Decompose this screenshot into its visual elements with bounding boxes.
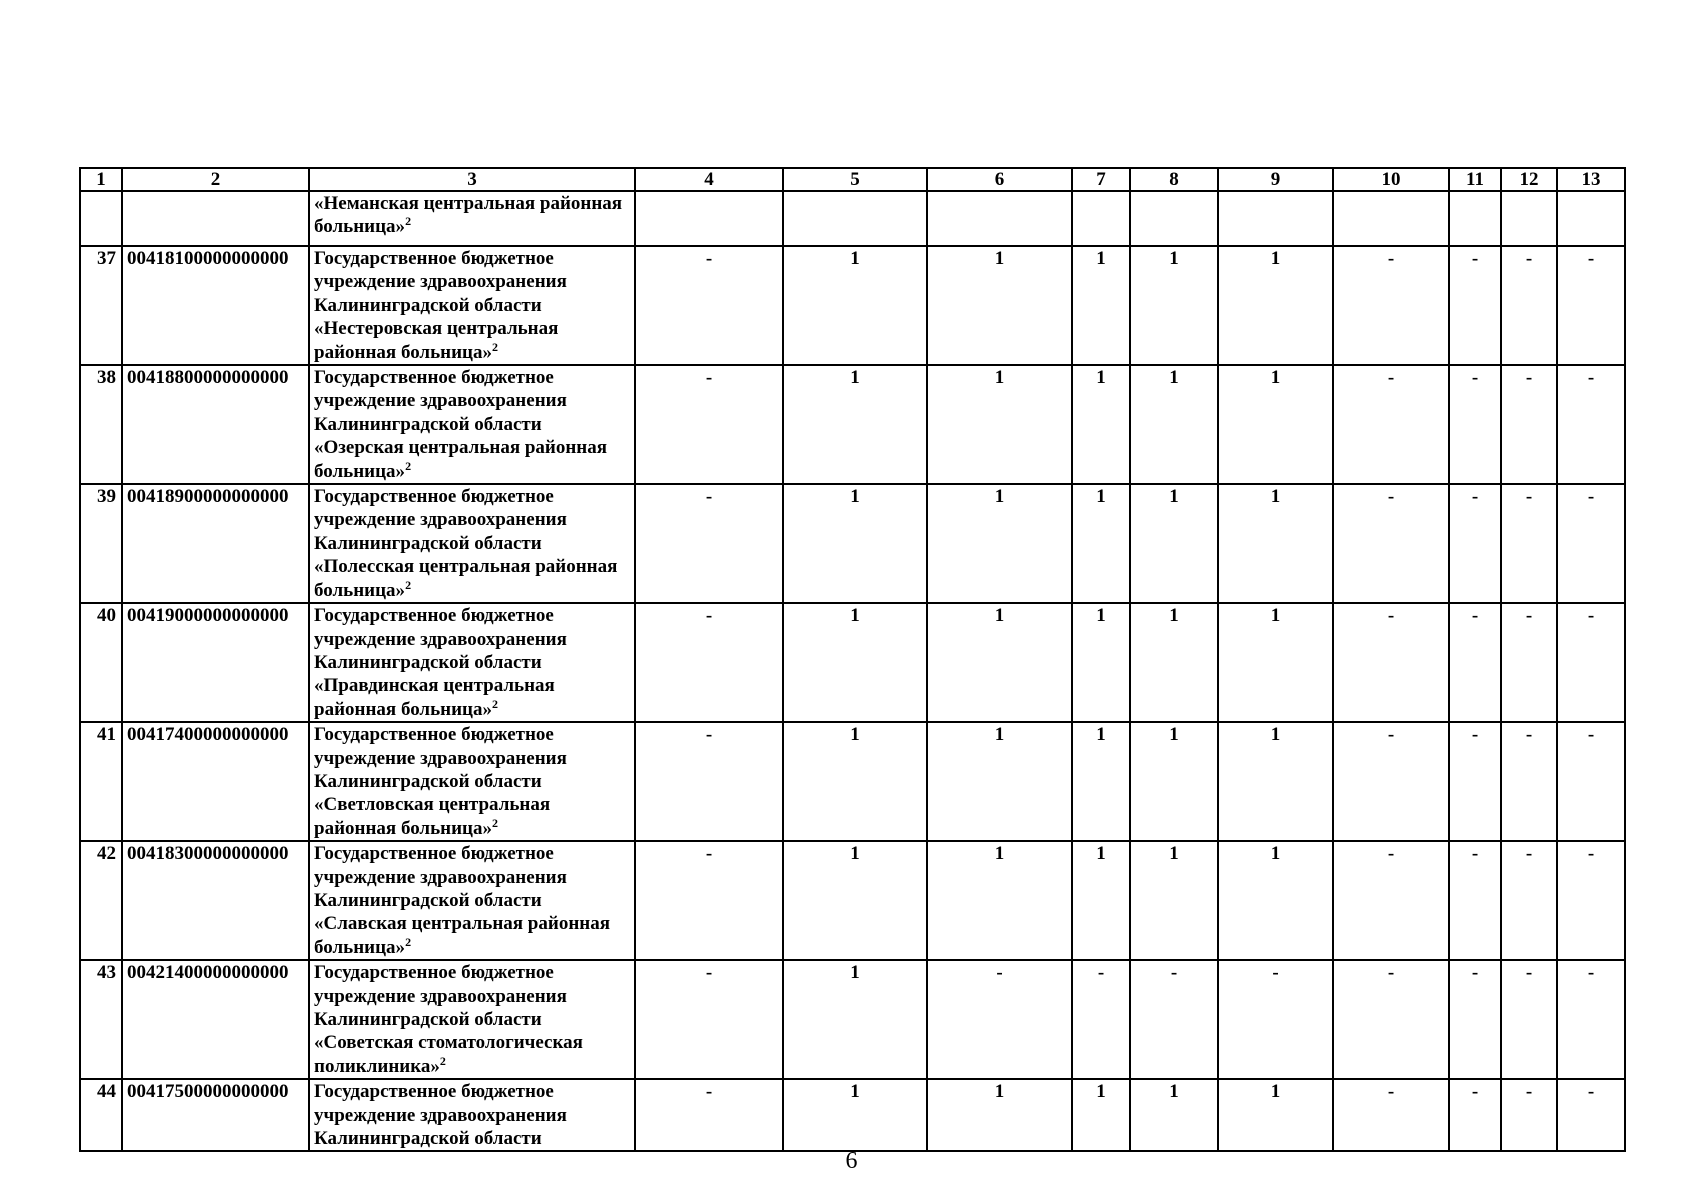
name-line-text: учреждение здравоохранения [314, 509, 567, 531]
value-col-10: - [1333, 722, 1449, 841]
column-header: 7 [1072, 168, 1130, 191]
name-line-text: «Советская стоматологическая [314, 1032, 583, 1054]
name-line-text: учреждение здравоохранения [314, 747, 567, 769]
institution-name [309, 1079, 635, 1151]
name-line-text: Государственное бюджетное [314, 724, 554, 746]
value-col-12: - [1501, 960, 1557, 1079]
value-col-4: - [635, 722, 783, 841]
value-col-13: - [1557, 960, 1625, 1079]
value-col-7: 1 [1072, 484, 1130, 603]
name-line-text: поликлиника» [314, 1055, 440, 1077]
value-col-12: - [1501, 841, 1557, 960]
continuation-row [80, 191, 1625, 246]
name-line [314, 1055, 630, 1078]
name-line-text: больница» [314, 460, 406, 482]
value-col-12: - [1501, 246, 1557, 365]
value-col-8: 1 [1130, 1079, 1218, 1151]
footnote-mark: 2 [405, 934, 412, 949]
data-table [79, 167, 1626, 1152]
name-line-text: Государственное бюджетное [314, 605, 554, 627]
value-col-10: - [1333, 960, 1449, 1079]
value-col-8: 1 [1130, 603, 1218, 722]
value-col-5: 1 [783, 603, 927, 722]
name-line-text: «Нестеровская центральная [314, 318, 559, 340]
institution-code: 00418800000000000 [122, 365, 309, 484]
name-line [314, 628, 630, 651]
name-line-text: районная больница» [314, 341, 492, 363]
name-line-text: больница» [314, 216, 406, 238]
empty-cell [1130, 191, 1218, 246]
name-line [314, 389, 630, 412]
empty-cell [635, 191, 783, 246]
value-col-6: 1 [927, 246, 1072, 365]
empty-cell [122, 191, 309, 246]
value-col-4: - [635, 603, 783, 722]
row-number: 41 [80, 722, 122, 841]
name-line-text: учреждение здравоохранения [314, 985, 567, 1007]
value-col-4: - [635, 484, 783, 603]
empty-cell [1072, 191, 1130, 246]
footnote-mark: 2 [405, 458, 412, 473]
footnote-mark: 2 [492, 339, 498, 354]
name-line-text: «Светловская центральная [314, 794, 551, 816]
name-line-text: Калининградской области [314, 413, 542, 435]
value-col-5: 1 [783, 484, 927, 603]
value-col-4: - [635, 365, 783, 484]
value-col-6: 1 [927, 722, 1072, 841]
name-line [314, 1080, 630, 1103]
value-col-6: 1 [927, 365, 1072, 484]
name-line-text: Калининградской области [314, 651, 542, 673]
value-col-11: - [1449, 603, 1501, 722]
value-col-4: - [635, 960, 783, 1079]
institution-code: 00417400000000000 [122, 722, 309, 841]
name-line [314, 936, 630, 959]
name-line [314, 270, 630, 293]
value-col-7: 1 [1072, 603, 1130, 722]
column-header: 4 [635, 168, 783, 191]
name-line-text: Государственное бюджетное [314, 962, 554, 984]
name-line [314, 1127, 630, 1150]
name-line [314, 723, 630, 746]
value-col-11: - [1449, 484, 1501, 603]
value-col-12: - [1501, 603, 1557, 722]
empty-cell [1557, 191, 1625, 246]
value-col-4: - [635, 1079, 783, 1151]
name-line [314, 294, 630, 317]
name-line [314, 604, 630, 627]
name-line [314, 817, 630, 840]
institution-name [309, 960, 635, 1079]
value-col-8: - [1130, 960, 1218, 1079]
name-line-text: больница» [314, 936, 406, 958]
name-line-text: «Полесская центральная районная [314, 556, 618, 578]
value-col-13: - [1557, 365, 1625, 484]
name-line-text: «Правдинская центральная [314, 675, 555, 697]
name-line-text: учреждение здравоохранения [314, 390, 567, 412]
value-col-7: 1 [1072, 841, 1130, 960]
value-col-6: 1 [927, 484, 1072, 603]
name-line [314, 866, 630, 889]
table-row [80, 484, 1625, 603]
name-line [314, 413, 630, 436]
value-col-10: - [1333, 603, 1449, 722]
footnote-mark: 2 [405, 577, 412, 592]
value-col-7: 1 [1072, 1079, 1130, 1151]
name-line [314, 341, 630, 364]
empty-cell [1501, 191, 1557, 246]
name-line-text: учреждение здравоохранения [314, 271, 567, 293]
name-line [314, 555, 630, 578]
table-row [80, 722, 1625, 841]
value-col-7: - [1072, 960, 1130, 1079]
value-col-11: - [1449, 841, 1501, 960]
value-col-5: 1 [783, 841, 927, 960]
value-col-6: - [927, 960, 1072, 1079]
table-body [80, 168, 1625, 1151]
value-col-5: 1 [783, 960, 927, 1079]
institution-name [309, 484, 635, 603]
column-header: 11 [1449, 168, 1501, 191]
name-line-text: учреждение здравоохранения [314, 628, 567, 650]
name-line [314, 508, 630, 531]
value-col-10: - [1333, 365, 1449, 484]
name-line-last [314, 215, 630, 238]
name-line-text: районная больница» [314, 698, 492, 720]
name-line [314, 1104, 630, 1127]
value-col-12: - [1501, 365, 1557, 484]
name-line-text: Государственное бюджетное [314, 486, 554, 508]
value-col-7: 1 [1072, 246, 1130, 365]
institution-code: 00418300000000000 [122, 841, 309, 960]
value-col-10: - [1333, 841, 1449, 960]
institution-code: 00421400000000000 [122, 960, 309, 1079]
name-line [314, 674, 630, 697]
name-line-text: Калининградской области [314, 294, 542, 316]
footnote-mark: 2 [405, 214, 412, 229]
institution-code: 00417500000000000 [122, 1079, 309, 1151]
name-line-text: Калининградской области [314, 770, 542, 792]
value-col-9: - [1218, 960, 1333, 1079]
name-line-text: Калининградской области [314, 1128, 542, 1150]
name-line-text: Калининградской области [314, 889, 542, 911]
value-col-12: - [1501, 722, 1557, 841]
row-number: 39 [80, 484, 122, 603]
value-col-8: 1 [1130, 365, 1218, 484]
value-col-13: - [1557, 841, 1625, 960]
name-line [314, 651, 630, 674]
institution-code: 00418900000000000 [122, 484, 309, 603]
empty-cell [1449, 191, 1501, 246]
name-line [314, 889, 630, 912]
name-line-text: Калининградской области [314, 1009, 542, 1030]
table-row [80, 603, 1625, 722]
value-col-4: - [635, 841, 783, 960]
empty-cell [783, 191, 927, 246]
value-col-11: - [1449, 1079, 1501, 1151]
value-col-6: 1 [927, 1079, 1072, 1151]
value-col-4: - [635, 246, 783, 365]
name-line [314, 912, 630, 935]
name-line [314, 532, 630, 555]
name-line-text: «Озерская центральная районная [314, 437, 608, 459]
column-header: 3 [309, 168, 635, 191]
institution-code: 00419000000000000 [122, 603, 309, 722]
name-line [314, 1008, 630, 1031]
value-col-6: 1 [927, 603, 1072, 722]
name-line [314, 961, 630, 984]
name-line [314, 366, 630, 389]
row-number: 44 [80, 1079, 122, 1151]
value-col-12: - [1501, 1079, 1557, 1151]
name-line [314, 698, 630, 721]
value-col-10: - [1333, 246, 1449, 365]
table-row [80, 246, 1625, 365]
column-header: 9 [1218, 168, 1333, 191]
value-col-9: 1 [1218, 722, 1333, 841]
value-col-5: 1 [783, 722, 927, 841]
value-col-10: - [1333, 1079, 1449, 1151]
name-line-text: Калининградской области [314, 532, 542, 554]
value-col-13: - [1557, 246, 1625, 365]
value-col-8: 1 [1130, 246, 1218, 365]
row-number: 42 [80, 841, 122, 960]
name-line-text: районная больница» [314, 817, 492, 839]
column-header: 1 [80, 168, 122, 191]
value-col-9: 1 [1218, 603, 1333, 722]
name-line-text: Государственное бюджетное [314, 1081, 554, 1103]
name-line [314, 1031, 630, 1054]
institution-code: 00418100000000000 [122, 246, 309, 365]
value-col-5: 1 [783, 1079, 927, 1151]
footnote-mark: 2 [439, 1053, 446, 1068]
name-line [314, 770, 630, 793]
name-line-text: Государственное бюджетное [314, 367, 554, 389]
column-header: 8 [1130, 168, 1218, 191]
value-col-12: - [1501, 484, 1557, 603]
footnote-mark: 2 [492, 696, 498, 711]
name-line [314, 460, 630, 483]
value-col-6: 1 [927, 841, 1072, 960]
header-row [80, 168, 1625, 191]
institution-name [309, 246, 635, 365]
table-row [80, 1079, 1625, 1151]
table-row [80, 365, 1625, 484]
empty-cell [1218, 191, 1333, 246]
name-line [314, 317, 630, 340]
footnote-mark: 2 [492, 815, 498, 830]
name-line [314, 485, 630, 508]
name-line-text: учреждение здравоохранения [314, 866, 567, 888]
table-row [80, 841, 1625, 960]
value-col-7: 1 [1072, 365, 1130, 484]
name-line [314, 985, 630, 1008]
name-line [314, 579, 630, 602]
value-col-8: 1 [1130, 722, 1218, 841]
row-number: 43 [80, 960, 122, 1079]
value-col-5: 1 [783, 246, 927, 365]
name-line [314, 247, 630, 270]
value-col-13: - [1557, 722, 1625, 841]
column-header: 13 [1557, 168, 1625, 191]
value-col-10: - [1333, 484, 1449, 603]
institution-name [309, 722, 635, 841]
value-col-13: - [1557, 484, 1625, 603]
value-col-13: - [1557, 603, 1625, 722]
value-col-8: 1 [1130, 841, 1218, 960]
empty-cell [80, 191, 122, 246]
value-col-13: - [1557, 1079, 1625, 1151]
empty-cell [1333, 191, 1449, 246]
value-col-11: - [1449, 722, 1501, 841]
column-header: 12 [1501, 168, 1557, 191]
institution-name [309, 603, 635, 722]
value-col-11: - [1449, 960, 1501, 1079]
column-header: 6 [927, 168, 1072, 191]
institution-name [309, 365, 635, 484]
institution-name [309, 841, 635, 960]
name-line-text: Государственное бюджетное [314, 248, 554, 269]
column-header: 2 [122, 168, 309, 191]
value-col-7: 1 [1072, 722, 1130, 841]
name-line-text: «Славская центральная районная [314, 913, 610, 935]
institution-name [309, 191, 635, 246]
value-col-8: 1 [1130, 484, 1218, 603]
name-line [314, 842, 630, 865]
name-line [314, 436, 630, 459]
page-number: 6 [845, 1148, 858, 1174]
empty-cell [927, 191, 1072, 246]
row-number: 37 [80, 246, 122, 365]
value-col-9: 1 [1218, 1079, 1333, 1151]
row-number: 40 [80, 603, 122, 722]
value-col-5: 1 [783, 365, 927, 484]
name-line [314, 793, 630, 816]
value-col-11: - [1449, 246, 1501, 365]
name-line-text: больница» [314, 579, 406, 601]
value-col-9: 1 [1218, 484, 1333, 603]
name-line-text: Государственное бюджетное [314, 843, 554, 865]
column-header: 10 [1333, 168, 1449, 191]
value-col-9: 1 [1218, 841, 1333, 960]
value-col-9: 1 [1218, 365, 1333, 484]
name-line-text: учреждение здравоохранения [314, 1104, 567, 1126]
row-number: 38 [80, 365, 122, 484]
table-row [80, 960, 1625, 1079]
value-col-11: - [1449, 365, 1501, 484]
column-header: 5 [783, 168, 927, 191]
value-col-9: 1 [1218, 246, 1333, 365]
name-line: «Неманская центральная районная [314, 193, 623, 214]
name-line [314, 747, 630, 770]
